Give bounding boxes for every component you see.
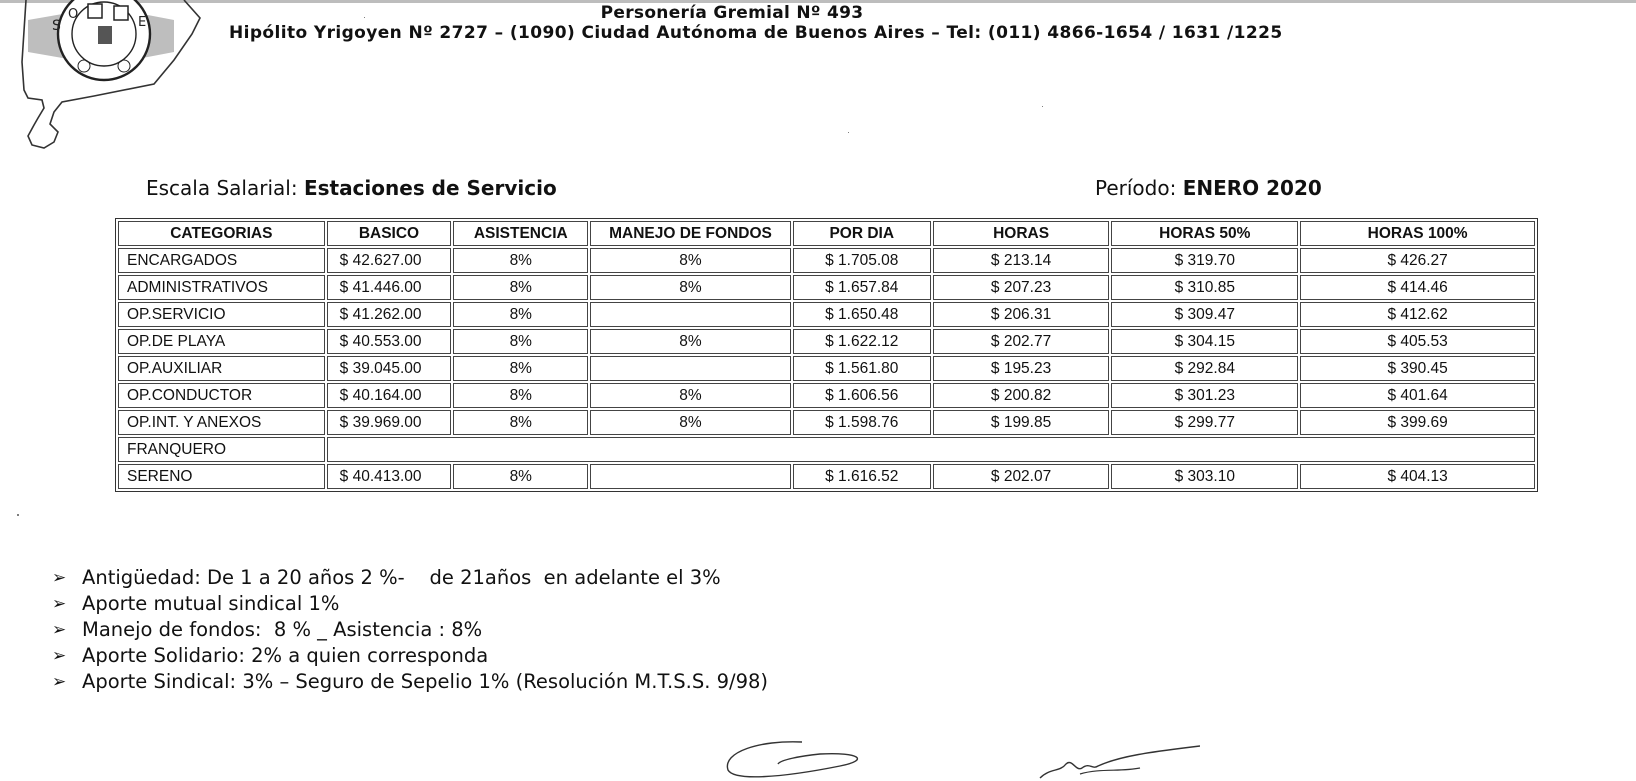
union-seal-logo: [14, 0, 204, 160]
cell-basico: $ 40.553.00: [327, 329, 452, 354]
svg-text:O: O: [68, 7, 79, 22]
cell-categoria: OP.AUXILIAR: [118, 356, 325, 381]
col-header-por-dia: POR DIA: [793, 221, 931, 246]
cell-horas-50: $ 309.47: [1111, 302, 1298, 327]
table-row: [118, 464, 1535, 489]
list-item: [52, 669, 768, 695]
cell-horas-50: $ 319.70: [1111, 248, 1298, 273]
cell-basico: $ 39.969.00: [327, 410, 452, 435]
cell-basico: $ 41.262.00: [327, 302, 452, 327]
cell-asistencia: 8%: [453, 410, 588, 435]
cell-por-dia: $ 1.616.52: [793, 464, 931, 489]
cell-asistencia: 8%: [453, 248, 588, 273]
table-row: [118, 410, 1535, 435]
cell-asistencia: 8%: [453, 464, 588, 489]
cell-horas-100: $ 404.13: [1300, 464, 1535, 489]
cell-horas-50: $ 304.15: [1111, 329, 1298, 354]
arrowhead-bullet-icon: ➢: [52, 620, 67, 640]
cell-horas-100: $ 412.62: [1300, 302, 1535, 327]
cell-horas-50: $ 310.85: [1111, 275, 1298, 300]
col-header-categorias: CATEGORIAS: [118, 221, 325, 246]
cell-manejo-de-fondos: 8%: [590, 410, 790, 435]
escala-salarial: [146, 176, 557, 200]
col-header-horas: HORAS: [933, 221, 1110, 246]
table-row: [118, 329, 1535, 354]
list-item: [52, 643, 768, 669]
periodo-value: ENERO 2020: [1182, 176, 1322, 200]
cell-horas-50: $ 301.23: [1111, 383, 1298, 408]
cell-horas-100: $ 401.64: [1300, 383, 1535, 408]
note-text: Antigüedad: De 1 a 20 años 2 %- de 21años en adelante el 3%: [82, 566, 721, 589]
cell-horas: $ 207.23: [933, 275, 1110, 300]
cell-categoria: OP.CONDUCTOR: [118, 383, 325, 408]
cell-asistencia: 8%: [453, 302, 588, 327]
table-row: [118, 275, 1535, 300]
cell-horas-50: $ 299.77: [1111, 410, 1298, 435]
cell-manejo-de-fondos: [590, 302, 790, 327]
table-header-row: [118, 221, 1535, 246]
col-header-manejo-de-fondos: MANEJO DE FONDOS: [590, 221, 790, 246]
col-header-basico: BASICO: [327, 221, 452, 246]
cell-basico: $ 40.164.00: [327, 383, 452, 408]
cell-horas: $ 200.82: [933, 383, 1110, 408]
cell-asistencia: 8%: [453, 356, 588, 381]
table-row-franquero: [118, 437, 1535, 462]
cell-basico: $ 42.627.00: [327, 248, 452, 273]
col-header-horas-100: HORAS 100%: [1300, 221, 1535, 246]
salary-table: [115, 218, 1538, 492]
cell-horas: $ 202.77: [933, 329, 1110, 354]
escala-label: Escala Salarial:: [146, 176, 298, 200]
note-text: Aporte Solidario: 2% a quien corresponda: [82, 644, 489, 667]
cell-basico: $ 39.045.00: [327, 356, 452, 381]
cell-horas-50: $ 303.10: [1111, 464, 1298, 489]
escala-value: Estaciones de Servicio: [303, 176, 557, 200]
cell-categoria: ENCARGADOS: [118, 248, 325, 273]
cell-horas: $ 202.07: [933, 464, 1110, 489]
table-row: [118, 383, 1535, 408]
cell-basico: $ 41.446.00: [327, 275, 452, 300]
col-header-horas-50: HORAS 50%: [1111, 221, 1298, 246]
cell-categoria: OP.INT. Y ANEXOS: [118, 410, 325, 435]
cell-manejo-de-fondos: [590, 356, 790, 381]
cell-horas-100: $ 426.27: [1300, 248, 1535, 273]
table-row: [118, 356, 1535, 381]
cell-categoria: SERENO: [118, 464, 325, 489]
scan-speck: [1042, 106, 1043, 107]
cell-por-dia: $ 1.561.80: [793, 356, 931, 381]
cell-categoria: FRANQUERO: [118, 437, 325, 462]
cell-categoria: ADMINISTRATIVOS: [118, 275, 325, 300]
list-item: [52, 617, 768, 643]
arrowhead-bullet-icon: ➢: [52, 672, 67, 692]
cell-horas: $ 213.14: [933, 248, 1110, 273]
list-item: [52, 565, 768, 591]
arrowhead-bullet-icon: ➢: [52, 568, 67, 588]
scan-speck: [17, 514, 19, 516]
table-row: [118, 302, 1535, 327]
header-title: Personería Gremial Nº 493: [600, 3, 864, 23]
scan-speck: [364, 17, 365, 18]
notes-list: [52, 565, 768, 695]
cell-por-dia: $ 1.657.84: [793, 275, 931, 300]
cell-asistencia: 8%: [453, 383, 588, 408]
table-row: [118, 248, 1535, 273]
cell-por-dia: $ 1.650.48: [793, 302, 931, 327]
cell-horas-50: $ 292.84: [1111, 356, 1298, 381]
handwritten-signature: [720, 738, 1200, 781]
arrowhead-bullet-icon: ➢: [52, 646, 67, 666]
cell-manejo-de-fondos: 8%: [590, 275, 790, 300]
scan-speck: [848, 132, 849, 133]
cell-horas-100: $ 414.46: [1300, 275, 1535, 300]
cell-franquero-empty: [327, 437, 1535, 462]
cell-basico: $ 40.413.00: [327, 464, 452, 489]
periodo: [1095, 176, 1322, 200]
svg-text:S: S: [52, 18, 61, 34]
list-item: [52, 591, 768, 617]
cell-categoria: OP.SERVICIO: [118, 302, 325, 327]
header-address: Hipólito Yrigoyen Nº 2727 – (1090) Ciudad Autónoma de Buenos Aires – Tel: (011) 4866-1654 / 1631 /1225: [229, 23, 1283, 43]
cell-manejo-de-fondos: 8%: [590, 383, 790, 408]
note-text: Aporte mutual sindical 1%: [82, 592, 340, 615]
cell-horas-100: $ 399.69: [1300, 410, 1535, 435]
cell-por-dia: $ 1.622.12: [793, 329, 931, 354]
cell-horas-100: $ 390.45: [1300, 356, 1535, 381]
cell-por-dia: $ 1.598.76: [793, 410, 931, 435]
col-header-asistencia: ASISTENCIA: [453, 221, 588, 246]
note-text: Manejo de fondos: 8 % _ Asistencia : 8%: [82, 618, 483, 641]
cell-horas: $ 199.85: [933, 410, 1110, 435]
cell-asistencia: 8%: [453, 275, 588, 300]
cell-por-dia: $ 1.606.56: [793, 383, 931, 408]
cell-horas: $ 206.31: [933, 302, 1110, 327]
cell-categoria: OP.DE PLAYA: [118, 329, 325, 354]
cell-horas: $ 195.23: [933, 356, 1110, 381]
arrowhead-bullet-icon: ➢: [52, 594, 67, 614]
cell-por-dia: $ 1.705.08: [793, 248, 931, 273]
cell-manejo-de-fondos: 8%: [590, 248, 790, 273]
cell-horas-100: $ 405.53: [1300, 329, 1535, 354]
cell-manejo-de-fondos: 8%: [590, 329, 790, 354]
svg-text:E: E: [138, 15, 147, 30]
cell-manejo-de-fondos: [590, 464, 790, 489]
cell-asistencia: 8%: [453, 329, 588, 354]
note-text: Aporte Sindical: 3% – Seguro de Sepelio 1% (Resolución M.T.S.S. 9/98): [82, 670, 768, 693]
periodo-label: Período:: [1095, 176, 1177, 200]
